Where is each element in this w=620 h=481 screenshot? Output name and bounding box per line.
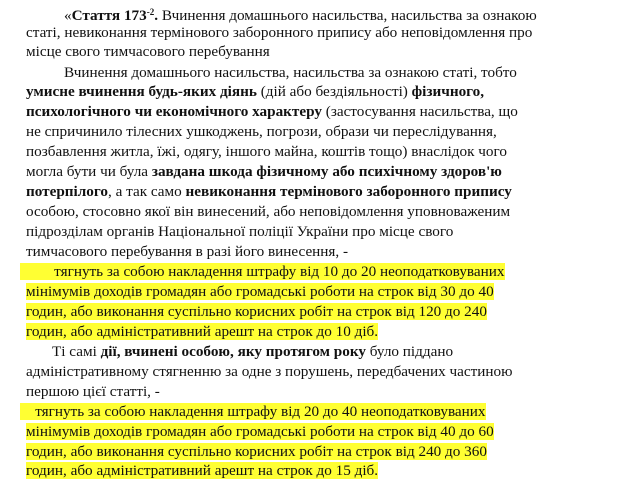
article-title-line-2: статі, невиконання термінового заборонного припису або неповідомлення про	[26, 24, 533, 41]
paragraph-1-line-5: позбавлення житла, їжі, одягу, іншого майна, коштів тощо) внаслідок чого	[26, 143, 507, 160]
paragraph-1-line-7	[26, 182, 620, 202]
open-quote: «	[64, 7, 72, 24]
penalty-2-line-2	[26, 422, 620, 442]
plain-text: , а так само	[108, 183, 186, 200]
paragraph-2-line-3: першою цієї статті, -	[26, 383, 160, 400]
article-label	[72, 7, 158, 24]
paragraph-1-line-1: Вчинення домашнього насильства, насильства за ознакою статі, тобто	[64, 64, 517, 81]
penalty-1-line-4	[26, 322, 620, 342]
plain-text: (застосування насильства, що	[321, 103, 518, 120]
bold-phrase: психологічного чи економічного характеру	[26, 103, 322, 120]
bold-phrase: умисне вчинення будь-яких діянь	[26, 83, 257, 100]
bold-phrase: дії, вчинені особою, яку протягом року	[100, 343, 366, 360]
plain-text: Ті самі	[52, 343, 101, 360]
bold-phrase: потерпілого	[26, 183, 108, 200]
paragraph-1-line-3	[26, 102, 620, 122]
paragraph-1-line-9: підрозділам органів Національної поліції України про місце свого	[26, 223, 454, 240]
highlighted-text: мінімумів доходів громадян або громадські роботи на строк від 30 до 40	[26, 283, 494, 300]
penalty-2-line-3	[26, 442, 620, 462]
plain-text: (дій або бездіяльності)	[256, 83, 412, 100]
highlighted-text: годин, або виконання суспільно корисних робіт на строк від 120 до 240	[26, 303, 487, 320]
penalty-2-line-4	[26, 461, 620, 481]
article-dot: .	[154, 7, 159, 24]
article-title-line-3: місце свого тимчасового перебування	[26, 43, 270, 60]
penalty-1-line-3	[26, 302, 620, 322]
paragraph-1-line-8: особою, стосовно якої він винесений, або неповідомлення уповноваженим	[26, 203, 511, 220]
article-superscript: -2	[146, 7, 155, 17]
paragraph-2-line-1	[52, 342, 620, 362]
highlighted-text: мінімумів доходів громадян або громадські роботи на строк від 40 до 60	[26, 423, 494, 440]
article-title-line-1	[64, 3, 620, 23]
penalty-2-line-1	[20, 402, 620, 422]
bold-phrase: невиконання термінового заборонного припису	[185, 183, 512, 200]
plain-text: було піддано	[365, 343, 454, 360]
paragraph-2-line-2: адміністративному стягненню за одне з порушень, передбачених частиною	[26, 363, 513, 380]
plain-text: могла бути чи була	[26, 163, 152, 180]
penalty-1-line-1	[20, 262, 620, 282]
highlighted-text: годин, або адміністративний арешт на строк до 10 діб.	[26, 323, 379, 340]
paragraph-1-line-6	[26, 162, 620, 182]
title-text: Вчинення домашнього насильства, насильства за ознакою	[158, 7, 537, 24]
bold-phrase: фізичного,	[411, 83, 485, 100]
highlighted-text: годин, або виконання суспільно корисних робіт на строк від 240 до 360	[26, 443, 487, 460]
penalty-1-line-2	[26, 282, 620, 302]
paragraph-1-line-2	[26, 82, 620, 102]
paragraph-1-line-4: не спричинило тілесних ушкоджень, погрози, образи чи переслідування,	[26, 123, 497, 140]
highlighted-text: тягнуть за собою накладення штрафу від 20 до 40 неоподатковуваних	[20, 403, 486, 420]
article-number: Стаття 173	[71, 7, 147, 24]
highlighted-text: тягнуть за собою накладення штрафу від 10 до 20 неоподатковуваних	[20, 263, 505, 280]
bold-phrase: завдана шкода фізичному або психічному здоров'ю	[151, 163, 502, 180]
paragraph-1-line-10: тимчасового перебування в разі його винесення, -	[26, 243, 349, 260]
highlighted-text: годин, або адміністративний арешт на строк до 15 діб.	[26, 462, 379, 479]
